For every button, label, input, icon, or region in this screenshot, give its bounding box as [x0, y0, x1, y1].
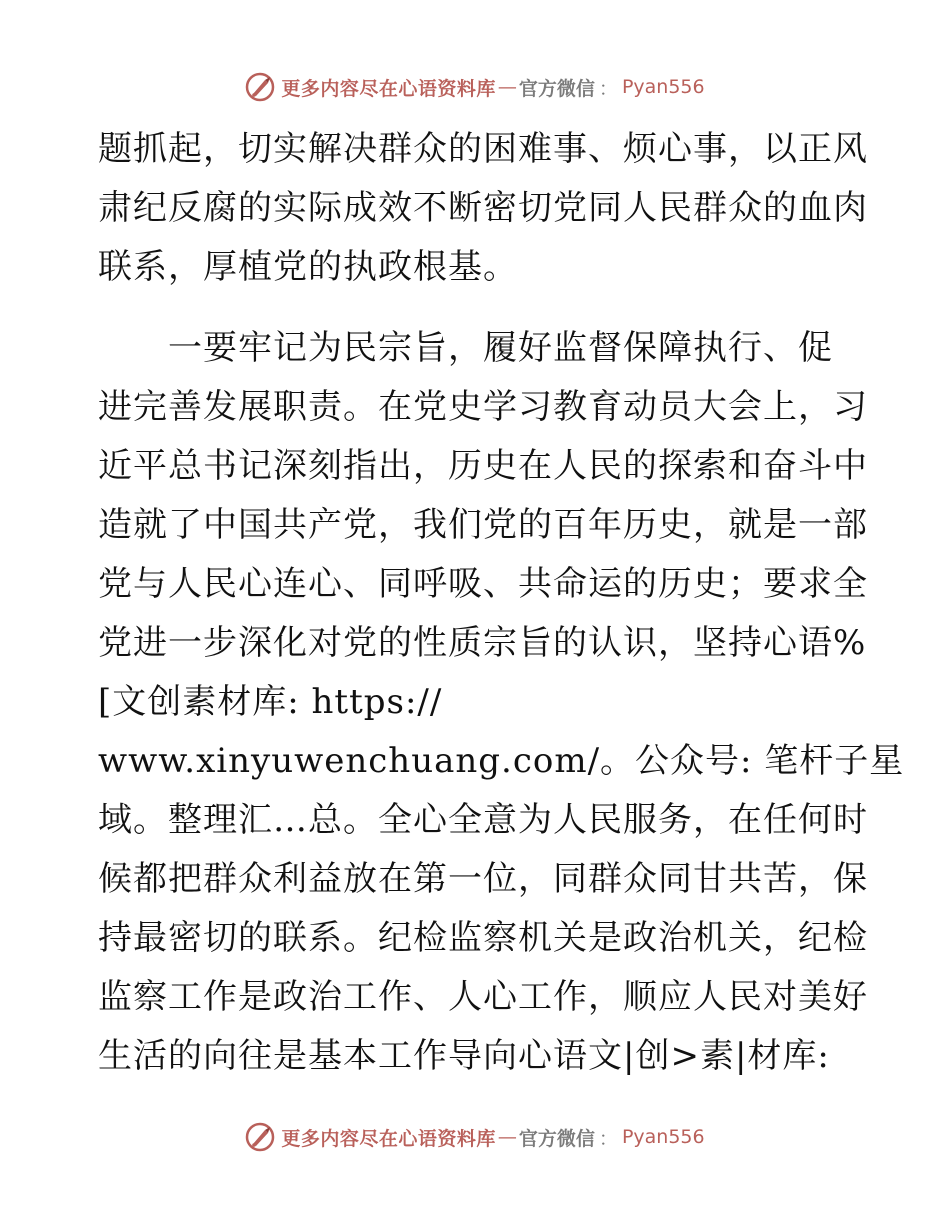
watermark-main-text: 更多内容尽在心语资料库	[281, 1127, 496, 1150]
text-line: 肃纪反腐的实际成效不断密切党同人民群众的血肉	[98, 188, 868, 228]
watermark-wechat-id: Pyan556	[621, 1126, 705, 1148]
text-line: 党与人民心连心、同呼吸、共命运的历史；要求全	[98, 564, 868, 604]
footer-watermark	[0, 1122, 950, 1152]
text-line: 持最密切的联系。纪检监察机关是政治机关，纪检	[98, 918, 868, 958]
watermark-colon: ：	[598, 1127, 618, 1150]
watermark-colon: ：	[598, 77, 618, 100]
text-line: www.xinyuwenchuang.com/。公众号: 笔杆子星	[98, 741, 905, 781]
text-line: 造就了中国共产党，我们党的百年历史，就是一部	[98, 505, 868, 545]
quill-pen-logo-icon	[245, 1122, 275, 1152]
text-line: 党进一步深化对党的性质宗旨的认识，坚持心语%	[98, 623, 867, 663]
watermark-sub-text: 官方微信	[518, 1127, 595, 1150]
header-watermark	[0, 72, 950, 102]
text-line: 候都把群众利益放在第一位，同群众同甘共苦，保	[98, 859, 868, 899]
watermark-sub-text: 官方微信	[518, 77, 595, 100]
quill-pen-logo-icon	[245, 72, 275, 102]
text-line: [文创素材库: https://	[98, 682, 443, 722]
paragraph-2	[98, 319, 905, 1086]
text-line: 一要牢记为民宗旨，履好监督保障执行、促	[98, 328, 833, 368]
text-line: 联系，厚植党的执政根基。	[98, 247, 518, 287]
watermark-separator: —	[497, 76, 517, 98]
watermark-separator: —	[497, 1126, 517, 1148]
text-line: 域。整理汇…总。全心全意为人民服务，在任何时	[98, 800, 868, 840]
paragraph-gap	[98, 297, 858, 319]
watermark-wechat-id: Pyan556	[621, 76, 705, 98]
paragraph-1	[98, 120, 868, 297]
text-line: 近平总书记深刻指出，历史在人民的探索和奋斗中	[98, 446, 868, 486]
text-line: 监察工作是政治工作、人心工作，顺应人民对美好	[98, 977, 868, 1017]
watermark-main-text: 更多内容尽在心语资料库	[281, 77, 496, 100]
text-line: 题抓起，切实解决群众的困难事、烦心事，以正风	[98, 129, 868, 169]
text-line: 生活的向往是基本工作导向心语文|创>素|材库:	[98, 1036, 830, 1076]
text-line: 进完善发展职责。在党史学习教育动员大会上，习	[98, 387, 868, 427]
document-body	[98, 120, 905, 1086]
